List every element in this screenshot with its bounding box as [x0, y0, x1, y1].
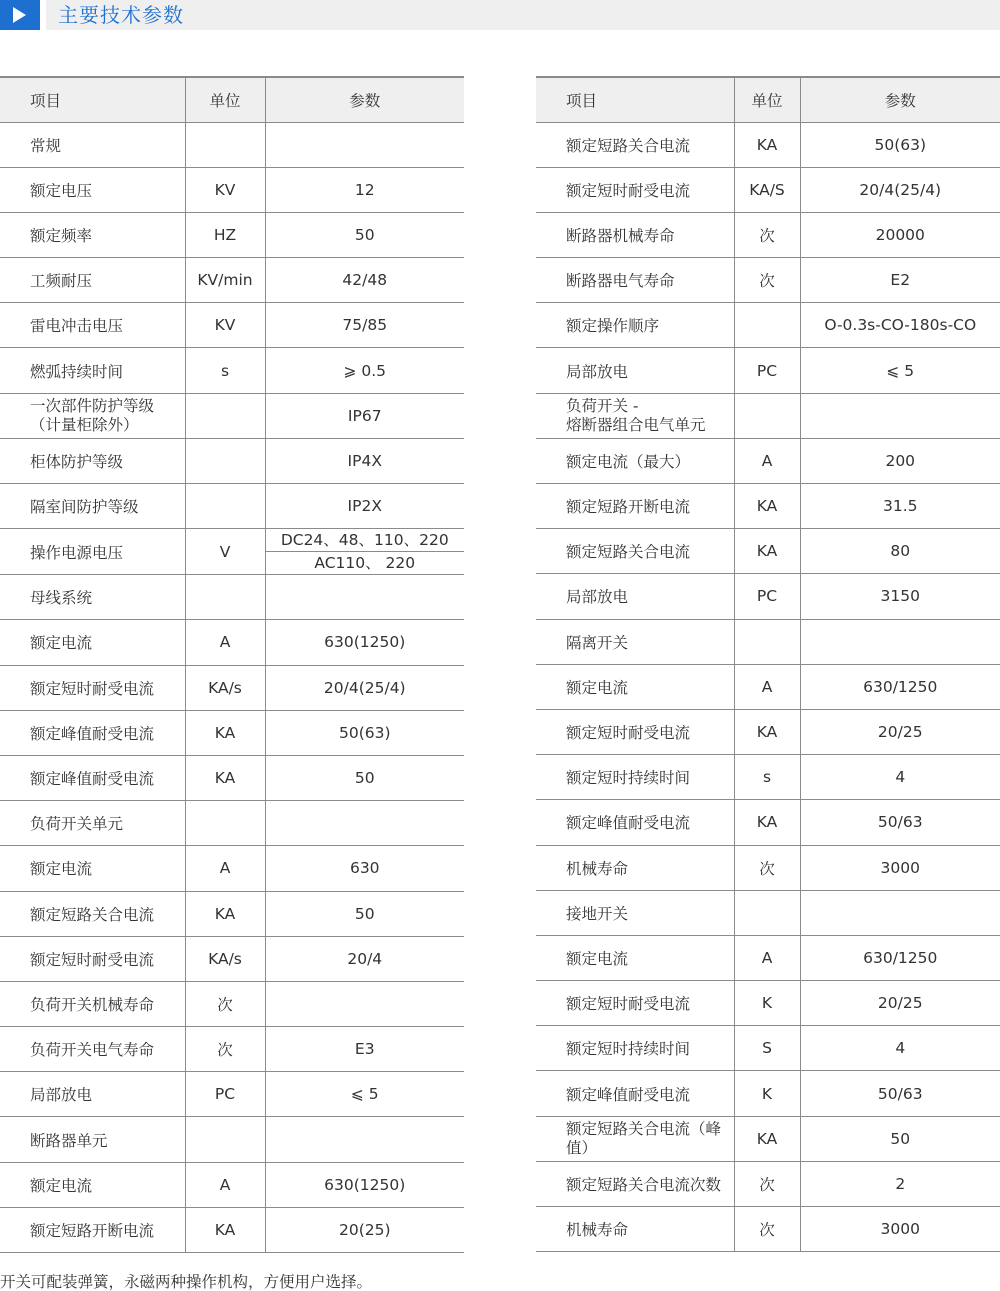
cell-item: 一次部件防护等级（计量柜除外）: [0, 393, 185, 438]
table-row: [0, 438, 464, 483]
table-row: [536, 664, 1000, 709]
cell-unit: A: [734, 438, 800, 483]
cell-item: 额定短时耐受电流: [536, 167, 734, 212]
cell-param: IP67: [265, 393, 464, 438]
table-row: [0, 620, 464, 665]
header-band: [46, 0, 1000, 30]
cell-item: 额定短时持续时间: [536, 1026, 734, 1071]
cell-param: [265, 122, 464, 167]
cell-param: 3150: [800, 574, 1000, 619]
cell-param: O-0.3s-CO-180s-CO: [800, 303, 1000, 348]
cell-item: 断路器机械寿命: [536, 212, 734, 257]
play-arrow-icon: [0, 0, 40, 30]
cell-unit: KV/min: [185, 258, 265, 303]
table-row: [0, 1162, 464, 1207]
cell-item: 额定电流: [536, 935, 734, 980]
cell-param: 50/63: [800, 1071, 1000, 1116]
table-row: [0, 484, 464, 529]
cell-item: 额定电流: [0, 846, 185, 891]
cell-param: 75/85: [265, 303, 464, 348]
cell-param: 630: [265, 846, 464, 891]
table-row: [536, 484, 1000, 529]
table-row: [0, 891, 464, 936]
cell-unit: 次: [734, 258, 800, 303]
cell-unit: KA: [734, 1116, 800, 1161]
cell-unit: KA: [734, 484, 800, 529]
cell-unit: 次: [734, 1207, 800, 1252]
table-row: [0, 393, 464, 438]
cell-unit: 次: [185, 1027, 265, 1072]
cell-param: [800, 890, 1000, 935]
column-header-item: 项目: [0, 77, 185, 122]
cell-item: 隔室间防护等级: [0, 484, 185, 529]
cell-item: 负荷开关机械寿命: [0, 981, 185, 1026]
cell-item: 额定频率: [0, 212, 185, 257]
cell-unit: KA: [185, 755, 265, 800]
table-row: [536, 890, 1000, 935]
cell-item: 母线系统: [0, 575, 185, 620]
cell-unit: S: [734, 1026, 800, 1071]
cell-unit: V: [185, 529, 265, 575]
cell-param: 630(1250): [265, 1162, 464, 1207]
cell-param: 2: [800, 1161, 1000, 1206]
cell-item: 额定峰值耐受电流: [0, 755, 185, 800]
cell-unit: KA: [185, 891, 265, 936]
cell-unit: A: [734, 935, 800, 980]
table-row: [0, 212, 464, 257]
cell-param: [265, 575, 464, 620]
cell-param: 20(25): [265, 1207, 464, 1252]
cell-param: E2: [800, 258, 1000, 303]
cell-unit: PC: [734, 574, 800, 619]
table-row: [0, 665, 464, 710]
cell-param-split: [265, 529, 464, 575]
cell-unit: KA: [734, 709, 800, 754]
cell-param: 12: [265, 167, 464, 212]
table-row: [536, 1116, 1000, 1161]
cell-unit: KV: [185, 167, 265, 212]
table-row: [536, 393, 1000, 438]
cell-unit: [734, 890, 800, 935]
footnote: 开关可配装弹簧，永磁两种操作机构，方便用户选择。: [0, 1273, 373, 1291]
cell-param: [800, 393, 1000, 438]
table-row: [536, 348, 1000, 393]
cell-item: 额定短路关合电流次数: [536, 1161, 734, 1206]
cell-unit: A: [185, 1162, 265, 1207]
cell-param: 630/1250: [800, 664, 1000, 709]
table-row: [536, 303, 1000, 348]
table-row: [536, 529, 1000, 574]
cell-param: 4: [800, 1026, 1000, 1071]
cell-unit: s: [185, 348, 265, 393]
table-row: [0, 575, 464, 620]
cell-param: 20/25: [800, 709, 1000, 754]
cell-item: 操作电源电压: [0, 529, 185, 575]
cell-param: 3000: [800, 845, 1000, 890]
table-row: [0, 122, 464, 167]
cell-unit: KA/s: [185, 665, 265, 710]
cell-item: 额定短时耐受电流: [536, 709, 734, 754]
cell-item: 断路器单元: [0, 1117, 185, 1162]
cell-item: 负荷开关 - 熔断器组合电气单元: [536, 393, 734, 438]
cell-param: 50/63: [800, 800, 1000, 845]
cell-item: 燃弧持续时间: [0, 348, 185, 393]
table-row: [0, 801, 464, 846]
cell-item: 额定峰值耐受电流: [0, 710, 185, 755]
cell-item: 工频耐压: [0, 258, 185, 303]
table-row: [536, 935, 1000, 980]
cell-unit: A: [185, 846, 265, 891]
cell-param: 50: [265, 755, 464, 800]
column-header-unit: 单位: [185, 77, 265, 122]
table-row: [536, 1161, 1000, 1206]
cell-item: 负荷开关电气寿命: [0, 1027, 185, 1072]
cell-item: 额定短路开断电流: [0, 1207, 185, 1252]
cell-item: 额定短路开断电流: [536, 484, 734, 529]
cell-param: 20/4: [265, 936, 464, 981]
table-row: [536, 1207, 1000, 1252]
cell-item: 局部放电: [536, 348, 734, 393]
cell-unit: [734, 393, 800, 438]
cell-param: 50: [265, 891, 464, 936]
cell-param: 50(63): [265, 710, 464, 755]
cell-unit: s: [734, 755, 800, 800]
column-header-param: 参数: [265, 77, 464, 122]
column-header-param: 参数: [800, 77, 1000, 122]
table-header-row: [0, 77, 464, 122]
spec-table-right: [536, 76, 1000, 1252]
cell-item: 额定操作顺序: [536, 303, 734, 348]
section-header: [0, 0, 1000, 30]
cell-item: 额定短时耐受电流: [536, 981, 734, 1026]
cell-item: 隔离开关: [536, 619, 734, 664]
cell-unit: [185, 484, 265, 529]
cell-unit: A: [185, 620, 265, 665]
cell-unit: K: [734, 981, 800, 1026]
spec-table-left: [0, 76, 464, 1253]
cell-param: 4: [800, 755, 1000, 800]
cell-unit: [185, 438, 265, 483]
cell-item: 接地开关: [536, 890, 734, 935]
table-row: [0, 348, 464, 393]
cell-item: 柜体防护等级: [0, 438, 185, 483]
cell-param: 50: [265, 212, 464, 257]
cell-param: 20/4(25/4): [800, 167, 1000, 212]
cell-param: DC24、48、110、220: [266, 529, 465, 552]
cell-unit: [185, 575, 265, 620]
cell-item: 断路器电气寿命: [536, 258, 734, 303]
cell-param: IP2X: [265, 484, 464, 529]
cell-param: E3: [265, 1027, 464, 1072]
table-row: [536, 1026, 1000, 1071]
cell-unit: 次: [734, 212, 800, 257]
table-row: [536, 709, 1000, 754]
table-row: [0, 1027, 464, 1072]
cell-item: 局部放电: [536, 574, 734, 619]
cell-item: 额定电压: [0, 167, 185, 212]
table-row: [0, 981, 464, 1026]
cell-unit: KA: [734, 529, 800, 574]
table-row: [536, 258, 1000, 303]
table-row: [536, 755, 1000, 800]
cell-item: 负荷开关单元: [0, 801, 185, 846]
table-row: [536, 845, 1000, 890]
table-row: [536, 122, 1000, 167]
cell-item: 额定电流（最大）: [536, 438, 734, 483]
table-row: [0, 936, 464, 981]
cell-unit: KV: [185, 303, 265, 348]
cell-param: 50(63): [800, 122, 1000, 167]
cell-item: 机械寿命: [536, 1207, 734, 1252]
table-row: [0, 303, 464, 348]
cell-param: 42/48: [265, 258, 464, 303]
cell-param: 50: [800, 1116, 1000, 1161]
table-row: [536, 574, 1000, 619]
cell-unit: A: [734, 664, 800, 709]
cell-param: ⩽ 5: [265, 1072, 464, 1117]
cell-item: 额定峰值耐受电流: [536, 800, 734, 845]
cell-unit: [185, 801, 265, 846]
cell-param-secondary: AC110、 220: [314, 554, 416, 573]
cell-param: ⩽ 5: [800, 348, 1000, 393]
cell-unit: [185, 122, 265, 167]
cell-item: 额定短路关合电流: [536, 529, 734, 574]
table-row: [536, 212, 1000, 257]
cell-param: IP4X: [265, 438, 464, 483]
cell-unit: KA: [734, 122, 800, 167]
cell-unit: 次: [185, 981, 265, 1026]
cell-param: 3000: [800, 1207, 1000, 1252]
section-title: 主要技术参数: [58, 3, 184, 27]
cell-item: 额定短路关合电流: [0, 891, 185, 936]
cell-param: 20/4(25/4): [265, 665, 464, 710]
table-row: [536, 800, 1000, 845]
cell-param: 31.5: [800, 484, 1000, 529]
cell-param: ⩾ 0.5: [265, 348, 464, 393]
cell-param: 20000: [800, 212, 1000, 257]
table-row: [0, 710, 464, 755]
cell-unit: KA/S: [734, 167, 800, 212]
cell-item: 额定短时耐受电流: [0, 665, 185, 710]
table-row: [0, 167, 464, 212]
column-header-item: 项目: [536, 77, 734, 122]
table-row: [0, 755, 464, 800]
cell-param: 630/1250: [800, 935, 1000, 980]
cell-param: 200: [800, 438, 1000, 483]
cell-item: 额定电流: [536, 664, 734, 709]
cell-unit: K: [734, 1071, 800, 1116]
cell-unit: PC: [734, 348, 800, 393]
table-row: [0, 846, 464, 891]
table-row: [536, 167, 1000, 212]
table-row: [536, 619, 1000, 664]
table-row: [536, 1071, 1000, 1116]
table-row: [0, 258, 464, 303]
cell-param: 630(1250): [265, 620, 464, 665]
cell-item: 常规: [0, 122, 185, 167]
cell-unit: [185, 393, 265, 438]
table-row: [0, 1072, 464, 1117]
cell-unit: 次: [734, 1161, 800, 1206]
cell-param: 80: [800, 529, 1000, 574]
cell-unit: KA: [185, 710, 265, 755]
cell-unit: KA: [185, 1207, 265, 1252]
column-header-unit: 单位: [734, 77, 800, 122]
cell-item: 额定峰值耐受电流: [536, 1071, 734, 1116]
table-row: [0, 1207, 464, 1252]
cell-item: 额定电流: [0, 1162, 185, 1207]
table-row: [0, 1117, 464, 1162]
table-row: [536, 981, 1000, 1026]
cell-unit: [734, 619, 800, 664]
cell-param: 20/25: [800, 981, 1000, 1026]
cell-param: [800, 619, 1000, 664]
cell-unit: [185, 1117, 265, 1162]
cell-param: [265, 1117, 464, 1162]
cell-unit: KA: [734, 800, 800, 845]
cell-param: [265, 981, 464, 1026]
cell-item: 局部放电: [0, 1072, 185, 1117]
cell-param: [265, 801, 464, 846]
cell-unit: HZ: [185, 212, 265, 257]
table-row: [0, 529, 464, 575]
cell-item: 额定电流: [0, 620, 185, 665]
cell-item: 额定短路关合电流: [536, 122, 734, 167]
cell-item: 额定短路关合电流（峰值）: [536, 1116, 734, 1161]
cell-item: 额定短时耐受电流: [0, 936, 185, 981]
cell-unit: PC: [185, 1072, 265, 1117]
cell-item: 机械寿命: [536, 845, 734, 890]
table-row: [536, 438, 1000, 483]
cell-unit: 次: [734, 845, 800, 890]
table-header-row: [536, 77, 1000, 122]
cell-unit: KA/s: [185, 936, 265, 981]
cell-item: 雷电冲击电压: [0, 303, 185, 348]
cell-unit: [734, 303, 800, 348]
cell-item: 额定短时持续时间: [536, 755, 734, 800]
